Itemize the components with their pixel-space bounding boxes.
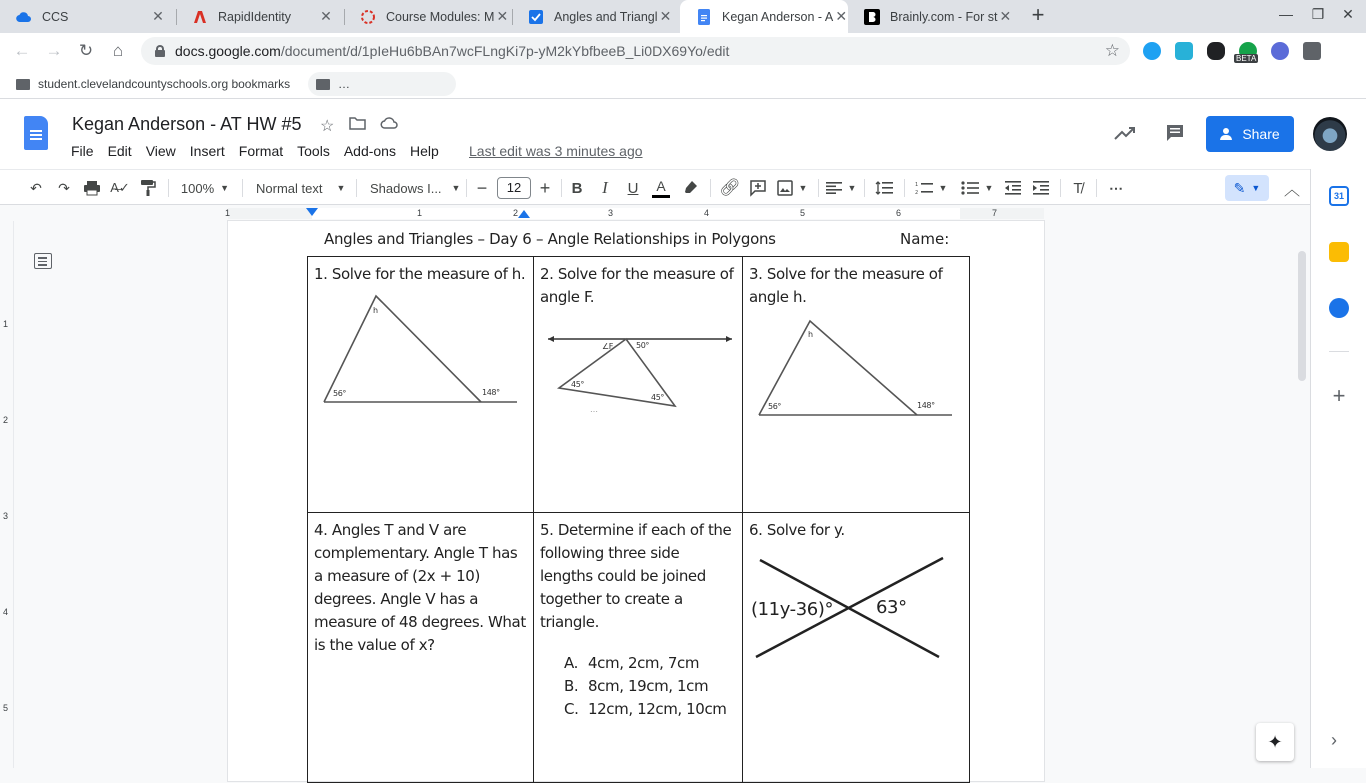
tasks-icon[interactable] <box>1329 298 1349 318</box>
menu-bar <box>64 142 446 160</box>
menu-view[interactable]: View <box>145 143 176 159</box>
toolbar-divider <box>466 179 467 197</box>
triangle-figure-2 <box>540 319 736 439</box>
docs-icon <box>696 9 712 25</box>
intersecting-lines-figure <box>749 550 959 660</box>
toolbar-divider <box>242 179 243 197</box>
bookmark-folder[interactable]: … <box>308 72 456 96</box>
menu-format[interactable]: Format <box>238 143 284 159</box>
brainly-icon <box>864 9 880 25</box>
close-window-icon[interactable]: ✕ <box>1342 6 1354 22</box>
lock-icon[interactable] <box>155 45 165 57</box>
close-icon[interactable]: ✕ <box>152 8 164 24</box>
question-4-text: 4. Angles T and V are complementary. Angle T has a measure of (2x + 10) degrees. Angle V has a measure of 48 degrees. What is the value of x? <box>314 521 526 654</box>
triangle-figure-1 <box>314 290 524 410</box>
extension-screencast-icon[interactable] <box>1143 42 1161 60</box>
toolbar-divider <box>1096 179 1097 197</box>
side-panel-divider <box>1329 351 1349 352</box>
close-icon[interactable]: ✕ <box>659 8 672 24</box>
caret-down-icon: ▼ <box>1251 183 1261 193</box>
forms-icon <box>528 9 544 25</box>
toolbar-divider <box>168 179 169 197</box>
back-icon[interactable]: ← <box>13 41 31 60</box>
font-select[interactable]: Shadows I... ▼ <box>370 180 461 196</box>
svg-text:56°: 56° <box>333 389 346 398</box>
svg-text:∠F: ∠F <box>602 342 613 351</box>
svg-text:…: … <box>590 405 598 414</box>
canvas-icon <box>360 9 376 25</box>
cloud-status-icon[interactable] <box>380 116 398 135</box>
caret-down-icon: ▼ <box>451 183 461 193</box>
svg-text:1: 1 <box>914 182 918 188</box>
bulleted-list-icon[interactable] <box>958 176 996 200</box>
svg-text:45°: 45° <box>651 393 664 402</box>
close-icon[interactable]: ✕ <box>320 8 332 24</box>
extension-beta-badge: BETA <box>1236 54 1257 63</box>
extensions-puzzle-icon[interactable] <box>1303 42 1321 60</box>
document-title[interactable]: Kegan Anderson - AT HW #5 <box>72 114 302 134</box>
avatar[interactable] <box>1313 117 1347 151</box>
tab-rapididentity[interactable]: RapidIdentity ✕ <box>176 0 344 33</box>
tab-kegan-anderson[interactable]: Kegan Anderson - A ✕ <box>680 0 848 33</box>
add-addon-icon[interactable]: + <box>1332 383 1346 408</box>
toolbar-divider <box>1060 179 1061 197</box>
menu-insert[interactable]: Insert <box>189 143 225 159</box>
close-icon[interactable]: ✕ <box>496 8 509 24</box>
paint-format-icon[interactable] <box>136 176 160 200</box>
text-color-icon[interactable]: A <box>650 176 672 200</box>
reload-icon[interactable]: ↻ <box>78 41 94 60</box>
print-icon[interactable] <box>80 176 104 200</box>
worksheet-title: Angles and Triangles – Day 6 – Angle Relationships in Polygons <box>324 230 776 248</box>
chevron-right-icon[interactable]: › <box>1331 730 1337 750</box>
svg-text:h: h <box>373 306 378 315</box>
home-icon[interactable]: ⌂ <box>112 41 124 60</box>
spellcheck-icon[interactable]: A̶✓ <box>110 180 130 195</box>
tab-stop-icon[interactable] <box>518 210 530 218</box>
question-cell-4[interactable] <box>308 513 534 783</box>
toolbar-divider <box>818 179 819 197</box>
redo-icon[interactable]: ↷ <box>58 179 70 196</box>
share-button[interactable]: Share <box>1206 116 1294 152</box>
bookmark-student-ccs[interactable]: student.clevelandcountyschools.org bookmarks <box>8 72 298 96</box>
question-2-text: 2. Solve for the measure of angle F. <box>540 265 734 306</box>
menu-tools[interactable]: Tools <box>297 143 330 159</box>
question-cell-5[interactable] <box>534 513 743 783</box>
svg-text:(11y-36)°: (11y-36)° <box>751 599 834 620</box>
svg-text:148°: 148° <box>917 401 935 410</box>
question-6-text: 6. Solve for y. <box>749 521 845 539</box>
close-icon[interactable]: ✕ <box>835 8 848 24</box>
choice-b: B. 8cm, 19cm, 1cm <box>564 677 709 695</box>
document-canvas <box>14 221 1310 768</box>
caret-down-icon: ▼ <box>336 183 346 193</box>
increase-indent-icon[interactable] <box>1030 176 1052 200</box>
decrease-font-size-icon[interactable]: − <box>476 177 488 198</box>
folder-icon <box>316 79 330 90</box>
question-3-text: 3. Solve for the measure of angle h. <box>749 265 943 306</box>
answer-choices <box>564 652 736 721</box>
question-5-text: 5. Determine if each of the following three side lengths could be joined together to create a triangle. <box>540 521 732 631</box>
browser-toolbar <box>0 33 1366 69</box>
svg-text:45°: 45° <box>571 380 584 389</box>
side-panel <box>1310 169 1366 768</box>
collapse-menus-icon[interactable]: ︿ <box>1283 181 1300 199</box>
new-tab-button[interactable]: + <box>1031 2 1045 27</box>
decrease-indent-icon[interactable] <box>1002 176 1024 200</box>
more-options-icon[interactable]: ⋯ <box>1109 179 1123 196</box>
star-icon[interactable]: ☆ <box>320 118 335 135</box>
document-outline-icon[interactable] <box>34 253 52 269</box>
menu-edit[interactable]: Edit <box>107 143 132 159</box>
triangle-figure-3 <box>749 315 959 425</box>
toolbar-divider <box>561 179 562 197</box>
tab-ccs[interactable]: CCS ✕ <box>0 0 176 33</box>
document-page[interactable] <box>228 221 1044 781</box>
link-icon[interactable]: 🔗︎ <box>719 178 741 197</box>
calendar-icon[interactable]: 31 <box>1329 186 1349 206</box>
menu-file[interactable]: File <box>71 143 94 159</box>
docs-header <box>0 99 1366 169</box>
add-comment-icon[interactable] <box>746 176 770 200</box>
address-bar[interactable]: docs.google.com /document/d/1pIeHu6bBAn7wcFLngKi7p-yM2kYbfbeeB_Li0DX69Yo/edit ☆ <box>141 37 1130 65</box>
cloud-icon <box>16 9 32 25</box>
comments-icon[interactable] <box>1165 123 1185 149</box>
docs-logo-icon[interactable] <box>24 116 48 150</box>
caret-down-icon: ▼ <box>938 183 948 193</box>
person-icon <box>1220 128 1234 140</box>
tab-brainly[interactable]: Brainly.com - For st ✕ <box>848 0 1018 33</box>
bold-icon[interactable]: B <box>571 179 583 197</box>
editing-mode-button[interactable] <box>1225 175 1269 201</box>
svg-text:63°: 63° <box>876 597 907 618</box>
question-cell-3[interactable] <box>743 257 970 513</box>
menu-help[interactable]: Help <box>409 143 439 159</box>
activity-trend-icon[interactable] <box>1114 123 1136 146</box>
editing-toolbar <box>0 169 1310 205</box>
zoom-select[interactable]: 100% ▼ <box>180 180 230 196</box>
svg-text:148°: 148° <box>482 388 500 397</box>
question-cell-6[interactable] <box>743 513 970 783</box>
underline-icon[interactable]: U <box>627 179 639 197</box>
rapididentity-icon <box>192 9 208 25</box>
svg-text:h: h <box>808 330 813 339</box>
insert-image-icon[interactable] <box>774 176 810 200</box>
sparkle-icon: ✦ <box>1267 731 1283 752</box>
extension-mask-icon[interactable] <box>1207 42 1225 60</box>
tab-course-modules[interactable]: Course Modules: M ✕ <box>344 0 512 33</box>
highlight-color-icon[interactable] <box>680 176 702 200</box>
font-size-input[interactable]: 12 <box>497 177 531 199</box>
scrollbar-thumb[interactable] <box>1298 251 1306 381</box>
choice-a: A. 4cm, 2cm, 7cm <box>564 654 700 672</box>
caret-down-icon: ▼ <box>798 183 808 193</box>
clear-formatting-icon[interactable]: T̸ <box>1073 179 1083 197</box>
close-icon[interactable]: ✕ <box>999 8 1012 24</box>
browser-tab-strip <box>0 0 1366 33</box>
name-label: Name: <box>900 230 950 248</box>
svg-text:56°: 56° <box>768 402 781 411</box>
indent-marker-icon[interactable] <box>306 208 320 218</box>
increase-font-size-icon[interactable]: + <box>539 177 551 198</box>
toolbar-divider <box>864 179 865 197</box>
minimize-icon[interactable]: — <box>1279 6 1293 22</box>
align-icon[interactable] <box>826 176 856 200</box>
vertical-ruler: 1 2 3 4 5 <box>0 221 14 768</box>
question-cell-2[interactable] <box>534 257 743 513</box>
question-cell-1[interactable] <box>308 257 534 513</box>
undo-icon[interactable]: ↶ <box>30 179 42 196</box>
move-folder-icon[interactable] <box>349 116 366 135</box>
worksheet-table <box>307 256 970 783</box>
folder-icon <box>16 79 30 90</box>
numbered-list-icon[interactable] <box>912 176 950 200</box>
paragraph-style-select[interactable]: Normal text ▼ <box>256 180 346 196</box>
restore-icon[interactable]: ❐ <box>1311 6 1325 22</box>
bookmarks-bar <box>0 69 1366 99</box>
toolbar-divider <box>904 179 905 197</box>
choice-c: C. 12cm, 12cm, 10cm <box>564 700 727 718</box>
svg-text:2: 2 <box>914 190 918 196</box>
svg-text:50°: 50° <box>636 341 649 350</box>
toolbar-divider <box>356 179 357 197</box>
italic-icon[interactable]: I <box>602 178 608 197</box>
extension-cloud-icon[interactable] <box>1175 42 1193 60</box>
keep-icon[interactable] <box>1329 242 1349 262</box>
caret-down-icon: ▼ <box>847 183 857 193</box>
forward-icon[interactable]: → <box>45 41 63 60</box>
line-spacing-icon[interactable] <box>872 176 896 200</box>
toolbar-divider <box>710 179 711 197</box>
explore-button[interactable] <box>1256 723 1294 761</box>
tab-angles-triangles[interactable]: Angles and Triangl ✕ <box>512 0 680 33</box>
extension-star-icon[interactable] <box>1271 42 1289 60</box>
menu-addons[interactable]: Add-ons <box>343 143 396 159</box>
pencil-icon: ✎ <box>1233 179 1246 196</box>
caret-down-icon: ▼ <box>220 183 230 193</box>
horizontal-ruler: 1 1 2 3 4 5 6 7 <box>0 205 1310 221</box>
question-1-text: 1. Solve for the measure of h. <box>314 265 526 283</box>
caret-down-icon: ▼ <box>984 183 994 193</box>
bookmark-star-icon[interactable]: ☆ <box>1104 41 1120 60</box>
last-edit-link[interactable]: Last edit was 3 minutes ago <box>469 143 643 159</box>
